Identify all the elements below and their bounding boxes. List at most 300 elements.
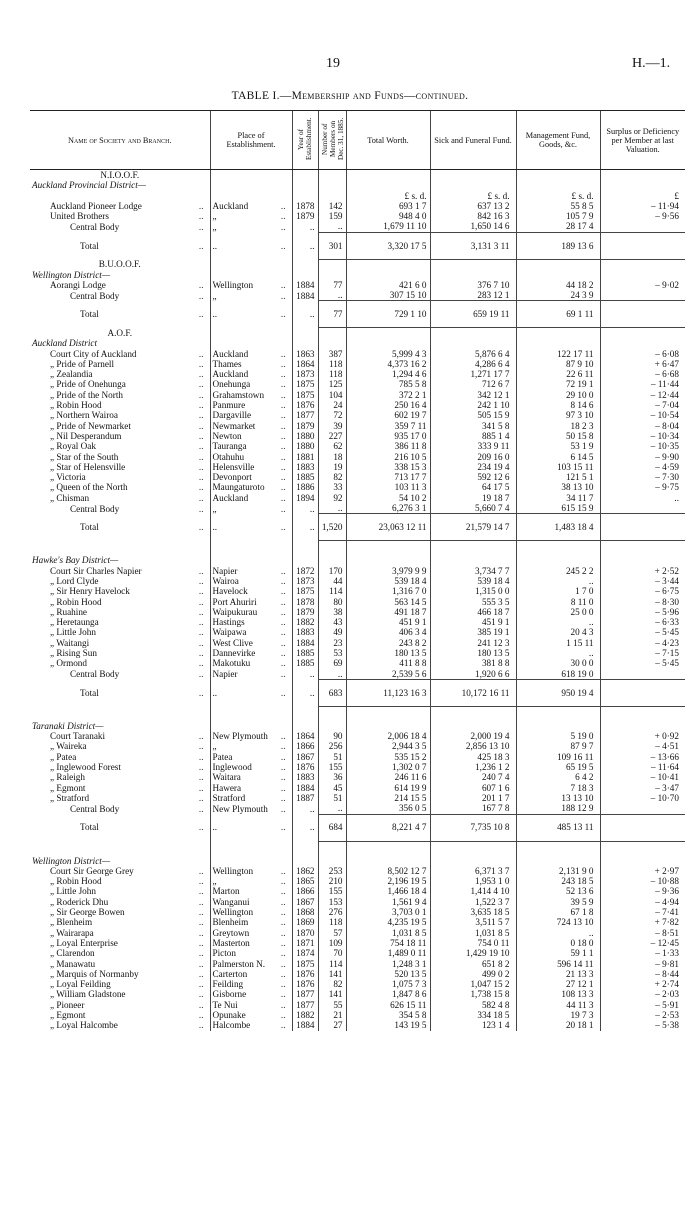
cell-mgmt: .. xyxy=(588,617,594,628)
currency-unit-label: £ s. d. xyxy=(487,190,510,201)
cell-year: 1867 xyxy=(296,751,315,762)
cell-surplus: – 13·66 xyxy=(650,751,679,762)
cell-surplus: + 0·92 xyxy=(654,731,679,742)
cell-sick: 2,000 19 4 xyxy=(470,731,510,742)
cell-sick: 201 1 7 xyxy=(481,792,510,803)
table-row: „ Waitangi .. West Clive .. 1884 23 243 8 2 241 12 3 1 15 11 – 4·23 xyxy=(30,638,685,648)
cell-name: Taranaki District— xyxy=(32,720,104,731)
cell-surplus: – 8·51 xyxy=(655,927,679,938)
cell-mgmt: 55 8 5 xyxy=(570,200,594,211)
cell-year: 1869 xyxy=(296,917,315,928)
cell-place: Napier xyxy=(212,565,238,576)
cell-sick: 1,522 3 7 xyxy=(475,896,510,907)
cell-name: „ Robin Hood xyxy=(50,876,102,887)
cell-mgmt: 34 11 7 xyxy=(566,492,594,503)
cell-worth: 338 15 3 xyxy=(394,461,427,472)
cell-place: Patea xyxy=(212,751,233,762)
cell-members: 155 xyxy=(328,886,343,897)
currency-unit-label: £ s. d. xyxy=(571,190,594,201)
col-sick-funeral: Sick and Funeral Fund. xyxy=(430,111,516,170)
cell-surplus: + 7·82 xyxy=(654,917,679,928)
table-body xyxy=(30,170,685,1031)
cell-members: 80 xyxy=(333,596,343,607)
cell-year: 1884 xyxy=(296,279,315,290)
cell-surplus: – 3·47 xyxy=(655,782,679,793)
cell-members: 159 xyxy=(328,211,343,222)
table-row: „ Chisman .. Auckland .. 1894 92 54 10 2 19 18 7 34 11 7 .. xyxy=(30,493,685,503)
cell-sick: 5,660 7 4 xyxy=(475,503,510,514)
cell-mgmt: 7 18 3 xyxy=(570,782,594,793)
table-row: Aorangi Lodge .. Wellington .. 1884 77 421 6 0 376 7 10 44 18 2 – 9·02 xyxy=(30,280,685,290)
cell-place: Waitara xyxy=(212,772,241,783)
cell-worth: 54 10 2 xyxy=(398,492,427,503)
cell-place: Auckland xyxy=(212,369,249,380)
cell-worth: 520 13 5 xyxy=(394,968,427,979)
cell-name: Auckland Pioneer Lodge xyxy=(50,200,142,211)
cell-worth: 359 7 11 xyxy=(394,420,427,431)
cell-name: „ Northern Wairoa xyxy=(50,410,118,421)
cell-members: 51 xyxy=(333,792,343,803)
cell-name: Central Body xyxy=(70,221,120,232)
cell-members: 170 xyxy=(328,565,343,576)
cell-mgmt: 29 10 0 xyxy=(565,389,594,400)
cell-worth: 6,276 3 1 xyxy=(392,503,427,514)
cell-name: „ Robin Hood xyxy=(50,400,102,411)
cell-name: Hawke's Bay District— xyxy=(32,555,119,566)
cell-year: .. xyxy=(309,687,315,698)
cell-year: .. xyxy=(309,803,315,814)
cell-year: 1864 xyxy=(296,731,315,742)
cell-name: „ Pride of Onehunga xyxy=(50,379,126,390)
cell-sick: 209 16 0 xyxy=(477,451,510,462)
cell-members: 45 xyxy=(333,782,343,793)
cell-mgmt: 5 19 0 xyxy=(570,731,594,742)
cell-year: .. xyxy=(309,822,315,833)
cell-name: Total xyxy=(80,522,99,533)
cell-name: „ Stratford xyxy=(50,792,90,803)
cell-members: 27 xyxy=(333,1020,343,1031)
cell-name: „ Victoria xyxy=(50,472,86,483)
cell-place: „ xyxy=(212,503,217,514)
spacer-row xyxy=(30,706,685,721)
cell-sick: 180 13 5 xyxy=(477,647,510,658)
cell-mgmt: 1 15 11 xyxy=(566,637,594,648)
table-row: „ Royal Oak .. Tauranga .. 1880 62 386 11 8 333 9 11 53 1 9 – 10·35 xyxy=(30,441,685,451)
table-row: „ Star of the South .. Otahuhu .. 1881 18 216 10 5 209 16 0 6 14 5 – 9·90 xyxy=(30,452,685,462)
cell-worth: 2,539 5 6 xyxy=(392,668,427,679)
table-header-row xyxy=(30,111,685,170)
table-row: „ Blenheim .. Blenheim .. 1869 118 4,235 19 5 3,511 5 7 724 13 10 + 7·82 xyxy=(30,917,685,927)
table-row: „ Pride of Onehunga .. Onehunga .. 1875 125 785 5 8 712 6 7 72 19 1 – 11·44 xyxy=(30,379,685,389)
cell-place: Napier xyxy=(212,669,238,680)
cell-surplus: – 9·02 xyxy=(655,279,679,290)
cell-worth: 4,235 19 5 xyxy=(387,917,427,928)
cell-members: 77 xyxy=(333,279,343,290)
cell-surplus: – 12·45 xyxy=(650,937,679,948)
cell-worth: 250 16 4 xyxy=(394,400,427,411)
cell-name: „ Loyal Feilding xyxy=(50,979,111,990)
cell-sick: 341 5 8 xyxy=(481,420,510,431)
cell-place: Marton xyxy=(212,886,240,897)
table-row: Court City of Auckland .. Auckland .. 1863 387 5,999 4 3 5,876 6 4 122 17 11 – 6·08 xyxy=(30,349,685,359)
cell-place: „ xyxy=(212,741,217,752)
cell-place: Maungaturoto xyxy=(212,482,265,493)
cell-members: 684 xyxy=(328,822,343,833)
cell-sick: 19 18 7 xyxy=(481,492,510,503)
cell-year: 1875 xyxy=(296,586,315,597)
cell-mgmt: 97 3 10 xyxy=(565,410,594,421)
cell-members: 36 xyxy=(333,772,343,783)
cell-sick: 1,429 19 10 xyxy=(465,948,510,959)
cell-mgmt: .. xyxy=(588,647,594,658)
cell-mgmt: 87 9 10 xyxy=(565,358,594,369)
cell-name: „ Clarendon xyxy=(50,948,95,959)
cell-sick: 754 0 11 xyxy=(477,937,510,948)
cell-mgmt: 39 5 9 xyxy=(570,896,594,907)
section-heading-row xyxy=(30,338,685,348)
cell-mgmt: 103 15 11 xyxy=(557,461,594,472)
cell-surplus: – 10·41 xyxy=(650,772,679,783)
cell-place: „ xyxy=(212,211,217,222)
cell-name: Court Sir Charles Napier xyxy=(50,565,142,576)
cell-mgmt: 20 18 1 xyxy=(565,1020,594,1031)
cell-sick: 3,511 5 7 xyxy=(475,917,510,928)
table-row: „ Queen of the North .. Maungaturoto .. 1886 33 103 11 3 64 17 5 38 13 10 – 9·75 xyxy=(30,482,685,492)
cell-members: 23 xyxy=(333,637,343,648)
cell-mgmt: 6 4 2 xyxy=(575,772,594,783)
cell-sick: 21,579 14 7 xyxy=(465,522,510,533)
cell-members: 53 xyxy=(333,647,343,658)
cell-place: Newmarket xyxy=(212,420,256,431)
cell-year: 1862 xyxy=(296,865,315,876)
table-row: „ Rising Sun .. Dannevirke .. 1885 53 180 13 5 180 13 5 .. – 7·15 xyxy=(30,648,685,658)
cell-mgmt: 0 18 0 xyxy=(570,937,594,948)
cell-mgmt: 50 15 8 xyxy=(565,430,594,441)
cell-name: Central Body xyxy=(70,503,120,514)
col-management: Management Fund, Goods, &c. xyxy=(516,111,600,170)
cell-members: 141 xyxy=(328,968,343,979)
document-code: H.—1. xyxy=(632,56,671,71)
cell-members: 38 xyxy=(333,606,343,617)
section-heading-row xyxy=(30,180,685,190)
cell-worth: 8,502 12 7 xyxy=(387,865,427,876)
cell-place: Masterton xyxy=(212,937,250,948)
cell-members: 57 xyxy=(333,927,343,938)
cell-year: 1876 xyxy=(296,979,315,990)
table-row: „ Pride of the North .. Grahamstown .. 1875 104 372 2 1 342 12 1 29 10 0 – 12·44 xyxy=(30,390,685,400)
cell-year: .. xyxy=(309,240,315,251)
cell-worth: 729 1 10 xyxy=(394,309,427,320)
cell-surplus: – 3·44 xyxy=(655,575,679,586)
cell-year: 1884 xyxy=(296,290,315,301)
table-row: „ Robin Hood .. Panmure .. 1876 24 250 16 4 242 1 10 8 14 6 – 7·04 xyxy=(30,400,685,410)
cell-place: Picton xyxy=(212,948,236,959)
cell-worth: 1,489 0 11 xyxy=(387,948,427,959)
cell-surplus: – 5·38 xyxy=(655,1020,679,1031)
cell-worth: 3,320 17 5 xyxy=(387,240,427,251)
cell-surplus: – 8·44 xyxy=(655,968,679,979)
cell-members: .. xyxy=(337,668,343,679)
cell-name: „ Waireka xyxy=(50,741,87,752)
cell-worth: 1,679 11 10 xyxy=(383,221,427,232)
cell-name: „ Zealandia xyxy=(50,369,93,380)
cell-sick: 1,236 1 2 xyxy=(475,762,510,773)
table-row: „ Inglewood Forest .. Inglewood .. 1876 155 1,302 0 7 1,236 1 2 65 19 5 – 11·64 xyxy=(30,762,685,772)
membership-funds-table xyxy=(30,110,685,1031)
cell-sick: 712 6 7 xyxy=(481,379,510,390)
cell-worth: 491 18 7 xyxy=(394,606,427,617)
cell-year: 1879 xyxy=(296,606,315,617)
spacer-row xyxy=(30,841,685,856)
cell-mgmt: 22 6 11 xyxy=(566,369,594,380)
table-row: „ Ruahine .. Waipukurau .. 1879 38 491 18 7 466 18 7 25 0 0 – 5·96 xyxy=(30,607,685,617)
cell-year: 1882 xyxy=(296,617,315,628)
cell-name: „ Patea xyxy=(50,751,77,762)
cell-place: Dannevirke xyxy=(212,647,256,658)
cell-mgmt: 8 14 6 xyxy=(570,400,594,411)
cell-year: 1867 xyxy=(296,896,315,907)
cell-sick: 1,271 17 7 xyxy=(470,369,510,380)
cell-mgmt: 243 18 5 xyxy=(561,876,594,887)
section-heading-row xyxy=(30,328,685,338)
cell-place: Opunake xyxy=(212,1010,246,1020)
cell-mgmt: 44 18 2 xyxy=(565,279,594,290)
cell-year: 1875 xyxy=(296,389,315,400)
cell-name: Auckland District xyxy=(32,338,98,349)
cell-worth: 1,294 4 6 xyxy=(392,369,427,380)
cell-place: Greytown xyxy=(212,927,250,938)
cell-surplus: – 11·44 xyxy=(651,379,679,390)
cell-surplus: – 6·75 xyxy=(655,586,679,597)
cell-surplus: – 12·44 xyxy=(650,389,679,400)
cell-name: Wellington District— xyxy=(32,269,111,280)
cell-worth: 372 2 1 xyxy=(398,389,427,400)
cell-mgmt: 18 2 3 xyxy=(570,420,594,431)
table-row: Auckland Pioneer Lodge .. Auckland .. 1878 142 £ s. d. 693 1 7 £ s. d. 637 13 2 £ s. d. 55 8 5 £ – 11·94 xyxy=(30,191,685,212)
cell-mgmt: 30 0 0 xyxy=(570,658,594,669)
cell-name: „ Rising Sun xyxy=(50,647,97,658)
cell-members: 62 xyxy=(333,441,343,452)
cell-name: Auckland Provincial District— xyxy=(32,180,146,191)
cell-worth: 948 4 0 xyxy=(398,211,427,222)
col-surplus: Surplus or Deficiency per Member at last Valuation. xyxy=(600,111,685,170)
cell-sick: 592 12 6 xyxy=(477,472,510,483)
cell-worth: 1,031 8 5 xyxy=(392,927,427,938)
cell-mgmt: 21 13 3 xyxy=(565,968,594,979)
cell-worth: 563 14 5 xyxy=(394,596,427,607)
table-row: „ Pioneer .. Te Nui .. 1877 55 626 15 11 582 4 8 44 11 3 – 5·91 xyxy=(30,1000,685,1010)
cell-mgmt: 245 2 2 xyxy=(565,565,594,576)
table-row: Court Sir George Grey .. Wellington .. 1862 253 8,502 12 7 6,371 3 7 2,131 9 0 + 2·97 xyxy=(30,866,685,876)
cell-name: „ Pride of Parnell xyxy=(50,358,115,369)
cell-name: „ Star of Helensville xyxy=(50,461,126,472)
section-heading-row xyxy=(30,555,685,565)
cell-members: 114 xyxy=(329,958,343,969)
cell-worth: 1,847 8 6 xyxy=(392,989,427,1000)
cell-place: Newton xyxy=(212,430,242,441)
cell-mgmt: 188 12 9 xyxy=(561,803,594,814)
cell-worth: 626 15 11 xyxy=(390,999,427,1010)
cell-place: Hastings xyxy=(212,617,245,628)
cell-worth: 214 15 5 xyxy=(394,792,427,803)
cell-mgmt: 724 13 10 xyxy=(556,917,594,928)
cell-place: Makotuku xyxy=(212,658,251,669)
cell-members: 155 xyxy=(328,762,343,773)
cell-place: Feilding xyxy=(212,979,244,990)
total-row: Total .. .. .. .. 1,520 23,063 12 11 21,579 14 7 1,483 18 4 xyxy=(30,514,685,541)
cell-surplus: – 5·45 xyxy=(655,658,679,669)
cell-surplus: – 7·41 xyxy=(655,907,679,918)
cell-members: 90 xyxy=(333,731,343,742)
cell-members: 72 xyxy=(333,410,343,421)
cell-place: Havelock xyxy=(212,586,248,597)
cell-mgmt: 87 9 7 xyxy=(570,741,594,752)
cell-sick: 7,735 10 8 xyxy=(470,822,510,833)
cell-name: „ Inglewood Forest xyxy=(50,762,121,773)
cell-name: „ Pride of Newmarket xyxy=(50,420,131,431)
table-row: „ Zealandia .. Auckland .. 1873 118 1,294 4 6 1,271 17 7 22 6 11 – 6·68 xyxy=(30,369,685,379)
cell-surplus: + 2·74 xyxy=(654,979,679,990)
cell-year: 1870 xyxy=(296,927,315,938)
cell-worth: 451 9 1 xyxy=(398,617,427,628)
cell-members: .. xyxy=(337,221,343,232)
table-row: Central Body .. „ .. .. .. 1,679 11 10 1,650 14 6 28 17 4 xyxy=(30,221,685,232)
cell-place: Helensville xyxy=(212,461,255,472)
cell-worth: 307 15 10 xyxy=(389,290,427,301)
cell-worth: 1,075 7 3 xyxy=(392,979,427,990)
cell-year: 1864 xyxy=(296,358,315,369)
cell-name: „ Waitangi xyxy=(50,637,90,648)
cell-mgmt: 109 16 11 xyxy=(557,751,594,762)
cell-surplus: – 9·81 xyxy=(655,958,679,969)
cell-surplus: – 7·30 xyxy=(655,472,679,483)
cell-surplus: – 10·34 xyxy=(650,430,679,441)
cell-members: 77 xyxy=(333,309,343,320)
cell-sick: 240 7 4 xyxy=(481,772,510,783)
cell-year: 1876 xyxy=(296,762,315,773)
cell-sick: 582 4 8 xyxy=(481,999,510,1010)
cell-worth: 216 10 5 xyxy=(394,451,427,462)
cell-year: 1879 xyxy=(296,420,315,431)
cell-place: Devonport xyxy=(212,472,252,483)
table-row: Court Taranaki .. New Plymouth .. 1864 90 2,006 18 4 2,000 19 4 5 19 0 + 0·92 xyxy=(30,731,685,741)
cell-worth: 243 8 2 xyxy=(398,637,427,648)
table-row: „ Stratford .. Stratford .. 1887 51 214 15 5 201 1 7 13 13 10 – 10·70 xyxy=(30,793,685,803)
cell-name: „ Pride of the North xyxy=(50,389,123,400)
cell-worth: 386 11 8 xyxy=(394,441,427,452)
total-row: Total .. .. .. .. 684 8,221 4 7 7,735 10 8 485 13 11 xyxy=(30,814,685,841)
cell-place: West Clive xyxy=(212,637,253,648)
cell-year: 1865 xyxy=(296,876,315,887)
cell-mgmt: 19 7 3 xyxy=(570,1010,594,1020)
cell-worth: 754 18 11 xyxy=(390,937,427,948)
cell-year: 1876 xyxy=(296,400,315,411)
cell-place: .. xyxy=(212,240,218,251)
cell-sick: 167 7 8 xyxy=(481,803,510,814)
cell-place: Port Ahuriri xyxy=(212,596,257,607)
cell-year: 1887 xyxy=(296,792,315,803)
cell-year: 1886 xyxy=(296,482,315,493)
cell-year: 1875 xyxy=(296,379,315,390)
cell-worth: 2,944 3 5 xyxy=(392,741,427,752)
cell-mgmt: 108 13 3 xyxy=(561,989,594,1000)
cell-name: „ Star of the South xyxy=(50,451,119,462)
cell-sick: 333 9 11 xyxy=(477,441,510,452)
total-row: Total .. .. .. .. 683 11,123 16 3 10,172 16 11 950 19 4 xyxy=(30,679,685,706)
cell-surplus: – 9·90 xyxy=(655,451,679,462)
cell-worth: 1,302 0 7 xyxy=(392,762,427,773)
cell-year: .. xyxy=(309,669,315,680)
cell-surplus: – 5·45 xyxy=(655,627,679,638)
cell-surplus: + 2·52 xyxy=(654,565,679,576)
cell-surplus: – 7·15 xyxy=(655,647,679,658)
cell-mgmt: 44 11 3 xyxy=(566,999,594,1010)
cell-members: 39 xyxy=(333,420,343,431)
cell-place: Auckland xyxy=(212,348,249,359)
cell-place: Grahamstown xyxy=(212,389,265,400)
cell-sick: 1,953 1 0 xyxy=(475,876,510,887)
cell-place: New Plymouth xyxy=(212,731,268,742)
cell-mgmt: 67 1 8 xyxy=(570,907,594,918)
cell-members: 1,520 xyxy=(321,522,343,533)
cell-worth: 356 0 5 xyxy=(398,803,427,814)
currency-unit-label: £ xyxy=(674,190,679,201)
cell-worth: 8,221 4 7 xyxy=(392,822,427,833)
table-row: „ Egmont .. Opunake .. 1882 21 354 5 8 334 18 5 19 7 3 – 2·53 xyxy=(30,1010,685,1020)
cell-members: 104 xyxy=(328,389,343,400)
cell-sick: 4,286 6 4 xyxy=(475,358,510,369)
cell-mgmt: 28 17 4 xyxy=(565,221,594,232)
table-row: „ Star of Helensville .. Helensville .. 1883 19 338 15 3 234 19 4 103 15 11 – 4·59 xyxy=(30,462,685,472)
cell-place: Thames xyxy=(212,358,242,369)
cell-year: 1880 xyxy=(296,441,315,452)
cell-name: Court City of Auckland xyxy=(50,348,137,359)
cell-year: 1866 xyxy=(296,741,315,752)
table-row: United Brothers .. „ .. 1879 159 948 4 0 842 16 3 105 7 9 – 9·56 xyxy=(30,211,685,221)
cell-surplus: – 10·54 xyxy=(650,410,679,421)
cell-members: 253 xyxy=(328,865,343,876)
cell-surplus: – 10·88 xyxy=(650,876,679,887)
cell-surplus: – 1·33 xyxy=(655,948,679,959)
cell-year: 1868 xyxy=(296,907,315,918)
cell-year: 1880 xyxy=(296,430,315,441)
cell-members: 55 xyxy=(333,999,343,1010)
cell-year: 1882 xyxy=(296,1010,315,1020)
cell-name: Aorangi Lodge xyxy=(50,279,106,290)
cell-name: Wellington District— xyxy=(32,855,111,866)
cell-place: „ xyxy=(212,290,217,301)
cell-surplus: – 2·53 xyxy=(655,1010,679,1020)
table-row: „ Heretaunga .. Hastings .. 1882 43 451 9 1 451 9 1 .. – 6·33 xyxy=(30,617,685,627)
cell-members: 70 xyxy=(333,948,343,959)
cell-year: .. xyxy=(309,309,315,320)
cell-worth: 23,063 12 11 xyxy=(378,522,427,533)
table-row: „ Little John .. Waipawa .. 1883 49 406 3 4 385 19 1 20 4 3 – 5·45 xyxy=(30,627,685,637)
cell-mgmt: 24 3 9 xyxy=(570,290,594,301)
cell-name: Central Body xyxy=(70,290,120,301)
cell-mgmt: 8 11 0 xyxy=(570,596,594,607)
section-heading-row xyxy=(30,170,685,181)
cell-sick: 607 1 6 xyxy=(481,782,510,793)
cell-name: „ William Gladstone xyxy=(50,989,126,1000)
cell-mgmt: 189 13 6 xyxy=(561,240,594,251)
table-row: „ Loyal Halcombe .. Halcombe .. 1884 27 143 19 5 123 1 4 20 18 1 – 5·38 xyxy=(30,1020,685,1030)
cell-name: Total xyxy=(80,687,99,698)
cell-sick: 3,131 3 11 xyxy=(470,240,510,251)
cell-place: „ xyxy=(212,876,217,887)
cell-year: 1874 xyxy=(296,948,315,959)
cell-surplus: – 6·33 xyxy=(655,617,679,628)
